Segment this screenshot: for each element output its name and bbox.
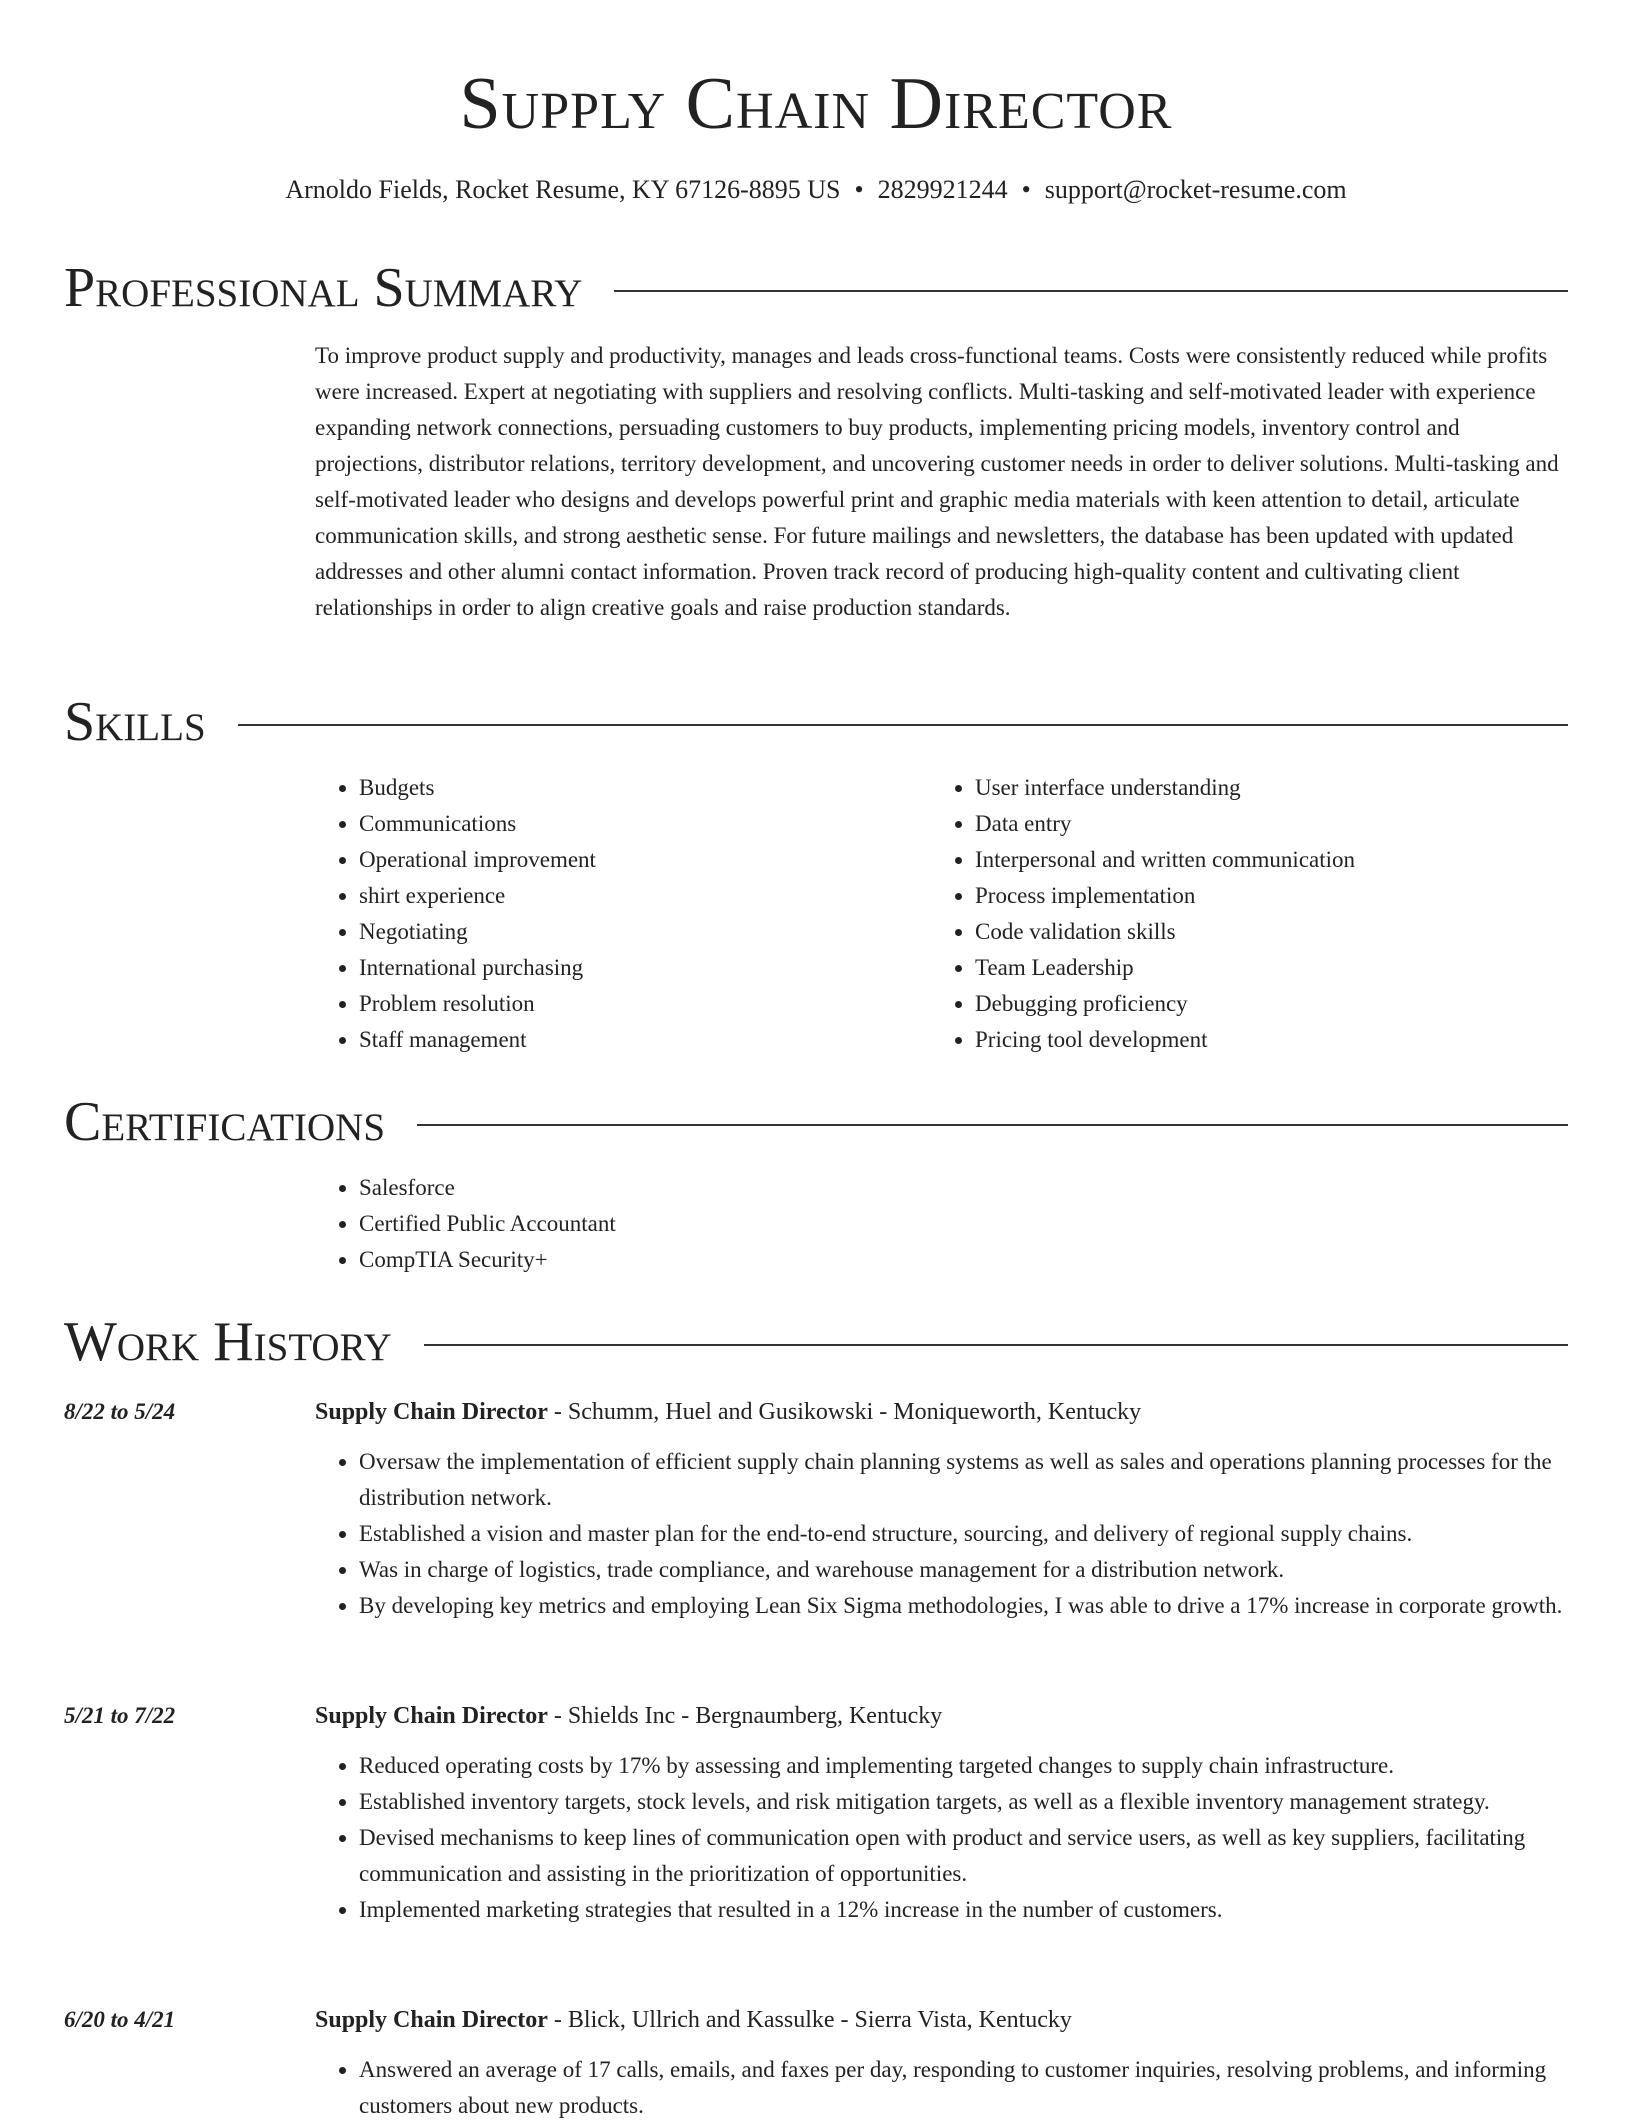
skill-item: • Operational improvement xyxy=(359,842,895,878)
job-title: Supply Chain Director xyxy=(315,1703,548,1729)
section-divider xyxy=(417,1124,1568,1126)
job-bullet: • Answered an average of 17 calls, emails, and faxes per day, responding to customer inquiries, resolving problems, and informing customers about new products. xyxy=(359,2052,1568,2124)
job-bullet: • Implemented marketing strategies that resulted in a 12% increase in the number of customers. xyxy=(359,1892,1568,1928)
section-divider xyxy=(238,724,1568,726)
work-heading: Work History xyxy=(64,1311,392,1373)
skill-item: • Staff management xyxy=(359,1022,895,1058)
contact-separator: • xyxy=(1021,175,1031,204)
job-dates: 5/21 to 7/22 xyxy=(64,1703,176,1728)
certifications-heading: Certifications xyxy=(64,1091,386,1153)
section-divider xyxy=(614,290,1568,292)
job-dates: 8/22 to 5/24 xyxy=(64,1399,176,1424)
job-title: Supply Chain Director xyxy=(315,1399,548,1425)
job-bullet: • By developing key metrics and employing Lean Six Sigma methodologies, I was able to drive a 17% increase in corporate growth. xyxy=(359,1588,1568,1624)
skill-item: • Pricing tool development xyxy=(975,1022,1531,1058)
job-heading xyxy=(315,1394,1568,1430)
job-bullets xyxy=(315,2052,1568,2124)
contact-separator: • xyxy=(854,175,864,204)
job-bullet: • Reduced operating costs by 17% by assessing and implementing targeted changes to supply chain infrastructure. xyxy=(359,1748,1568,1784)
contact-line xyxy=(0,174,1632,206)
skill-item: • Communications xyxy=(359,806,895,842)
skills-column-2 xyxy=(931,770,1531,1058)
job-bullet: • Oversaw the implementation of efficient supply chain planning systems as well as sales and operations planning processes for the distribution network. xyxy=(359,1444,1568,1516)
certification-item: • CompTIA Security+ xyxy=(359,1242,1015,1278)
certifications-list xyxy=(315,1170,1015,1278)
summary-heading: Professional Summary xyxy=(64,257,583,319)
summary-section-header xyxy=(64,256,1568,320)
section-divider xyxy=(424,1344,1568,1346)
phone: 2829921244 xyxy=(877,175,1008,204)
skill-item: • International purchasing xyxy=(359,950,895,986)
skill-item: • Debugging proficiency xyxy=(975,986,1531,1022)
skills-column-1 xyxy=(315,770,895,1058)
job-bullet: • Established a vision and master plan for the end-to-end structure, sourcing, and delivery of regional supply chains. xyxy=(359,1516,1568,1552)
job-heading xyxy=(315,1698,1568,1734)
email-link[interactable]: support@rocket-resume.com xyxy=(1044,175,1347,204)
skill-item: • User interface understanding xyxy=(975,770,1531,806)
skill-item: • Code validation skills xyxy=(975,914,1531,950)
job-employer: - Blick, Ullrich and Kassulke - Sierra Vista, Kentucky xyxy=(547,2007,1072,2033)
skill-item: • Negotiating xyxy=(359,914,895,950)
job-employer: - Schumm, Huel and Gusikowski - Moniqueworth, Kentucky xyxy=(547,1399,1142,1425)
address: Arnoldo Fields, Rocket Resume, KY 67126-8895 US xyxy=(285,175,841,204)
certification-item: • Salesforce xyxy=(359,1170,1015,1206)
work-section-header xyxy=(64,1310,1568,1374)
job-bullet: • Established inventory targets, stock levels, and risk mitigation targets, as well as a flexible inventory management strategy. xyxy=(359,1784,1568,1820)
job-bullet: • Was in charge of logistics, trade compliance, and warehouse management for a distribution network. xyxy=(359,1552,1568,1588)
job-heading xyxy=(315,2002,1568,2038)
job-dates: 6/20 to 4/21 xyxy=(64,2007,176,2032)
skills-section-header xyxy=(64,690,1568,754)
skill-item: • shirt experience xyxy=(359,878,895,914)
skills-heading: Skills xyxy=(64,691,206,753)
skill-item: • Interpersonal and written communication xyxy=(975,842,1531,878)
certifications-section-header xyxy=(64,1090,1568,1154)
job-bullet: • Devised mechanisms to keep lines of communication open with product and service users, as well as key suppliers, facilitating communication and assisting in the prioritization of opportunities. xyxy=(359,1820,1568,1892)
job-bullets xyxy=(315,1748,1568,1928)
skill-item: • Process implementation xyxy=(975,878,1531,914)
job-bullets xyxy=(315,1444,1568,1624)
skill-item: • Budgets xyxy=(359,770,895,806)
job-employer: - Shields Inc - Bergnaumberg, Kentucky xyxy=(547,1703,943,1729)
skill-item: • Problem resolution xyxy=(359,986,895,1022)
certification-item: • Certified Public Accountant xyxy=(359,1206,1015,1242)
job-title: Supply Chain Director xyxy=(315,2007,548,2033)
summary-text: To improve product supply and productivity, manages and leads cross-functional teams. Costs were consistently reduced while profits were increased. Expert at negotiating with suppliers and resolving conflicts. Multi-tasking and self-motivated leader with experience expanding network connections, persuading customers to buy products, implementing pricing models, inventory control and projections, distributor relations, territory development, and uncovering customer needs in order to deliver solutions. Multi-tasking and self-motivated leader who designs and develops powerful print and graphic media materials with keen attention to detail, articulate communication skills, and strong aesthetic sense. For future mailings and newsletters, the database has been updated with updated addresses and other alumni contact information. Proven track record of producing high-quality content and cultivating client relationships in order to align creative goals and raise production standards. xyxy=(315,343,1559,620)
skill-item: • Team Leadership xyxy=(975,950,1531,986)
document-title: Supply Chain Director xyxy=(459,63,1173,145)
skill-item: • Data entry xyxy=(975,806,1531,842)
